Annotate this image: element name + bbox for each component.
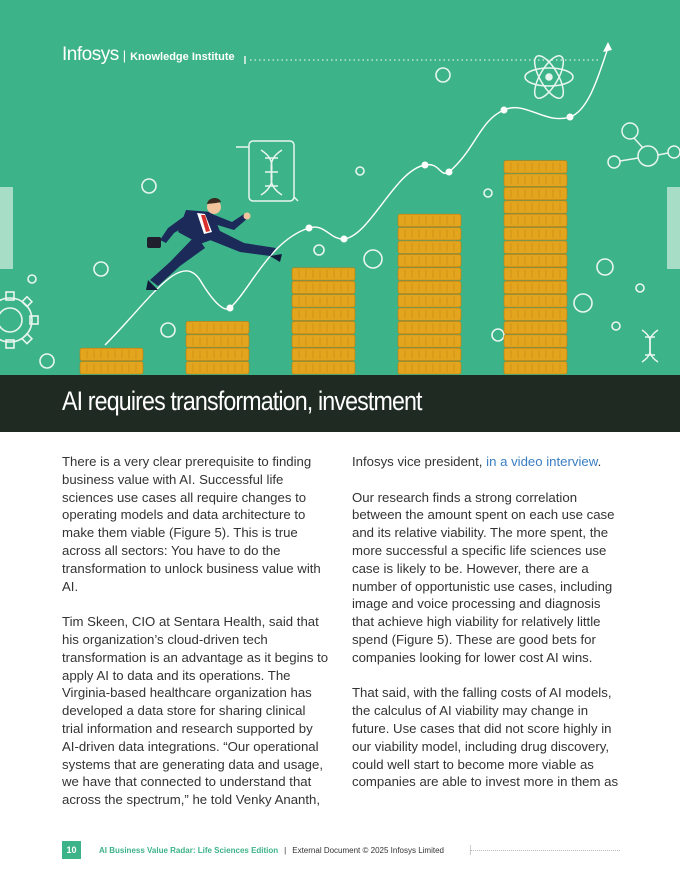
knowledge-institute-label: Knowledge Institute	[130, 51, 235, 63]
dna-small-icon	[642, 330, 658, 362]
document-note: External Document © 2025 Infosys Limited	[292, 845, 444, 855]
infosys-logo-text: Infosys	[62, 44, 119, 65]
gear-icon	[0, 292, 38, 348]
footer-dotted-rule	[470, 850, 620, 851]
dna-scroll-icon	[236, 141, 298, 201]
video-interview-link[interactable]: in a video interview	[486, 454, 598, 469]
right-side-tab	[667, 187, 680, 269]
brand-separator: |	[122, 48, 127, 63]
page-footer	[62, 841, 444, 859]
coin-stack-2	[186, 321, 249, 374]
coin-stack-1	[80, 348, 143, 374]
report-title: AI Business Value Radar: Life Sciences Edition	[99, 845, 279, 855]
businessman-icon	[146, 198, 282, 290]
left-side-tab	[0, 187, 13, 269]
right-paragraph-1-suffix: .	[597, 454, 602, 469]
coin-stack-3	[292, 268, 355, 374]
page-number: 10	[62, 841, 81, 859]
coin-stack-5	[504, 161, 567, 374]
left-paragraph-2: Tim Skeen, CIO at Sentara Health, said that his organization’s cloud-driven tech transformation is an advantage as it begins to apply AI to data and its operations. The Virginia-based healthcare organization has developed a data store for sharing clinical trial information and research supported by AI-driven data integrations. “Our operational systems that are generating data and usage, we have that connected to understand that across the spectrum,” he told Venky Ananth,	[62, 614, 329, 808]
left-column	[62, 453, 330, 827]
growth-arrowhead	[603, 42, 612, 52]
footer-separator: |	[284, 845, 287, 855]
right-paragraph-1-prefix: Infosys vice president,	[352, 454, 487, 469]
molecule-icon	[608, 123, 680, 168]
coin-stack-4	[398, 214, 461, 374]
atom-icon	[525, 52, 573, 103]
left-paragraph-1: There is a very clear prerequisite to finding business value with AI. Successful life sciences use cases all require changes to operating models and data architecture to make them viable (Figure 5). This is true across all sectors: You have to do the transformation to unlock business value with AI.	[62, 454, 321, 594]
section-title-band	[0, 375, 680, 432]
hero-illustration	[0, 0, 680, 375]
right-column	[352, 453, 620, 809]
right-paragraph-1	[352, 453, 620, 471]
right-paragraph-3: That said, with the falling costs of AI models, the calculus of AI viability may change in future. Use cases that did not score highly in our viability model, including drug discovery, could well start to become more viable as companies are able to invest more in them as	[352, 685, 619, 790]
brand-logo	[62, 44, 235, 66]
section-title: AI requires transformation, investment	[62, 386, 422, 416]
right-paragraph-2: Our research finds a strong correlation between the amount spent on each use case and its relative viability. The more spent, the more successful a specific life sciences use case is likely to be. However, there are a number of opportunistic use cases, including image and voice processing and diagnosis that achieve high viability for relatively little spend (Figure 5). These are good bets for companies looking for lower cost AI wins.	[352, 489, 615, 665]
